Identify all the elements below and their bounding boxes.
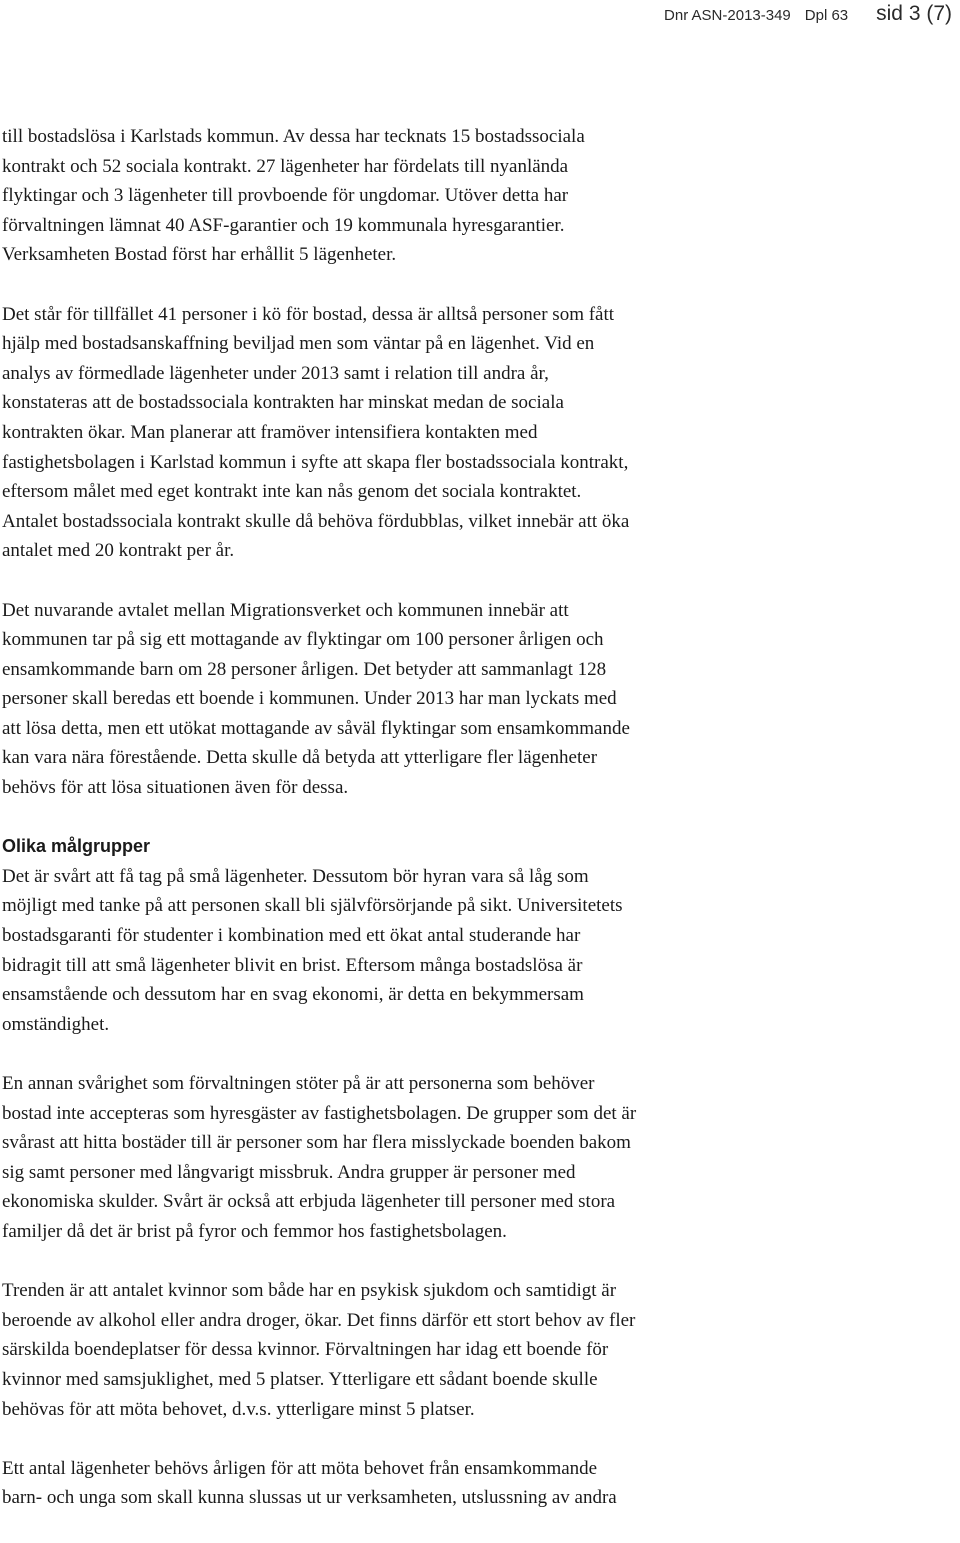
text-line: eftersom målet med eget kontrakt inte kan nås genom det sociala kontraktet. — [2, 481, 582, 503]
text-line: bidragit till att små lägenheter blivit en brist. Eftersom många bostadslösa är — [2, 954, 583, 976]
text-line: behövs för att lösa situationen även för dessa. — [2, 777, 349, 799]
document-paragraph: Dpl 63 — [804, 7, 849, 24]
document-body — [2, 122, 952, 1543]
text-line: analys av förmedlade lägenheter under 2013 samt i relation till andra år, — [2, 362, 549, 384]
text-line: kommunen tar på sig ett mottagande av flyktingar om 100 personer årligen och — [2, 629, 604, 651]
paragraph-4 — [2, 862, 952, 1040]
text-line: förvaltningen lämnat 40 ASF-garantier och 19 kommunala hyresgarantier. — [2, 214, 565, 236]
paragraph-7 — [2, 1454, 952, 1513]
text-line: särskilda boendeplatser för dessa kvinnor. Förvaltningen har idag ett boende för — [2, 1339, 609, 1361]
paragraph-1 — [2, 122, 952, 270]
text-line: Trenden är att antalet kvinnor som både har en psykisk sjukdom och samtidigt är — [2, 1280, 617, 1302]
text-line: behövas för att möta behovet, d.v.s. ytterligare minst 5 platser. — [2, 1398, 475, 1420]
text-line: kvinnor med samsjuklighet, med 5 platser. Ytterligare ett sådant boende skulle — [2, 1368, 598, 1390]
text-line: antalet med 20 kontrakt per år. — [2, 540, 235, 562]
text-line: beroende av alkohol eller andra droger, ökar. Det finns därför ett stort behov av fler — [2, 1309, 636, 1331]
text-line: bostadsgaranti för studenter i kombination med ett ökat antal studerande har — [2, 925, 581, 947]
text-line: omständighet. — [2, 1013, 110, 1035]
text-line: Ett antal lägenheter behövs årligen för att möta behovet från ensamkommande — [2, 1457, 598, 1479]
text-line: kan vara nära förestående. Detta skulle då betyda att ytterligare fler lägenheter — [2, 747, 598, 769]
text-line: bostad inte accepteras som hyresgäster av fastighetsbolagen. De grupper som det är — [2, 1102, 637, 1124]
text-line: Det nuvarande avtalet mellan Migrationsverket och kommunen innebär att — [2, 599, 569, 621]
section-heading: Olika målgrupper — [2, 836, 151, 857]
paragraph-2 — [2, 300, 952, 566]
paragraph-3 — [2, 596, 952, 803]
text-line: ensamstående och dessutom har en svag ekonomi, är detta en bekymmersam — [2, 984, 584, 1006]
text-line: svårast att hitta bostäder till är personer som har flera misslyckade boenden bakom — [2, 1132, 631, 1154]
text-line: personer skall beredas ett boende i kommunen. Under 2013 har man lyckats med — [2, 688, 617, 710]
text-line: möjligt med tanke på att personen skall bli självförsörjande på sikt. Universitetets — [2, 895, 623, 917]
text-line: Det står för tillfället 41 personer i kö för bostad, dessa är alltså personer som fått — [2, 303, 615, 325]
text-line: kontrakten ökar. Man planerar att framöver intensifiera kontakten med — [2, 421, 538, 443]
text-line: sig samt personer med långvarigt missbruk. Andra grupper är personer med — [2, 1161, 576, 1183]
text-line: fastighetsbolagen i Karlstad kommun i syfte att skapa fler bostadssociala kontrakt, — [2, 451, 629, 473]
text-line: till bostadslösa i Karlstads kommun. Av dessa har tecknats 15 bostadssociala — [2, 126, 585, 147]
text-line: att lösa detta, men ett utökat mottagande av såväl flyktingar som ensamkommande — [2, 717, 630, 739]
text-line: flyktingar och 3 lägenheter till provboende för ungdomar. Utöver detta har — [2, 185, 569, 207]
text-line: konstateras att de bostadssociala kontrakten har minskat medan de sociala — [2, 392, 564, 414]
page-header — [664, 2, 952, 26]
text-line: Antalet bostadssociala kontrakt skulle då behöva fördubblas, vilket innebär att öka — [2, 510, 630, 532]
document-number: Dnr ASN-2013-349 — [664, 7, 791, 24]
text-line: hjälp med bostadsanskaffning beviljad men som väntar på en lägenhet. Vid en — [2, 333, 595, 355]
text-line: barn- och unga som skall kunna slussas ut ur verksamheten, utslussning av andra — [2, 1487, 617, 1509]
text-line: Det är svårt att få tag på små lägenheter. Dessutom bör hyran vara så låg som — [2, 865, 589, 887]
page-number: sid 3 (7) — [876, 2, 952, 25]
paragraph-6 — [2, 1276, 952, 1424]
text-line: ekonomiska skulder. Svårt är också att erbjuda lägenheter till personer med stora — [2, 1191, 616, 1213]
text-line: kontrakt och 52 sociala kontrakt. 27 lägenheter har fördelats till nyanlända — [2, 155, 569, 177]
text-line: familjer då det är brist på fyror och femmor hos fastighetsbolagen. — [2, 1220, 507, 1242]
text-line: ensamkommande barn om 28 personer årligen. Det betyder att sammanlagt 128 — [2, 658, 607, 680]
text-line: En annan svårighet som förvaltningen stöter på är att personerna som behöver — [2, 1073, 595, 1094]
text-line: Verksamheten Bostad först har erhållit 5 lägenheter. — [2, 244, 397, 266]
paragraph-5 — [2, 1069, 952, 1247]
